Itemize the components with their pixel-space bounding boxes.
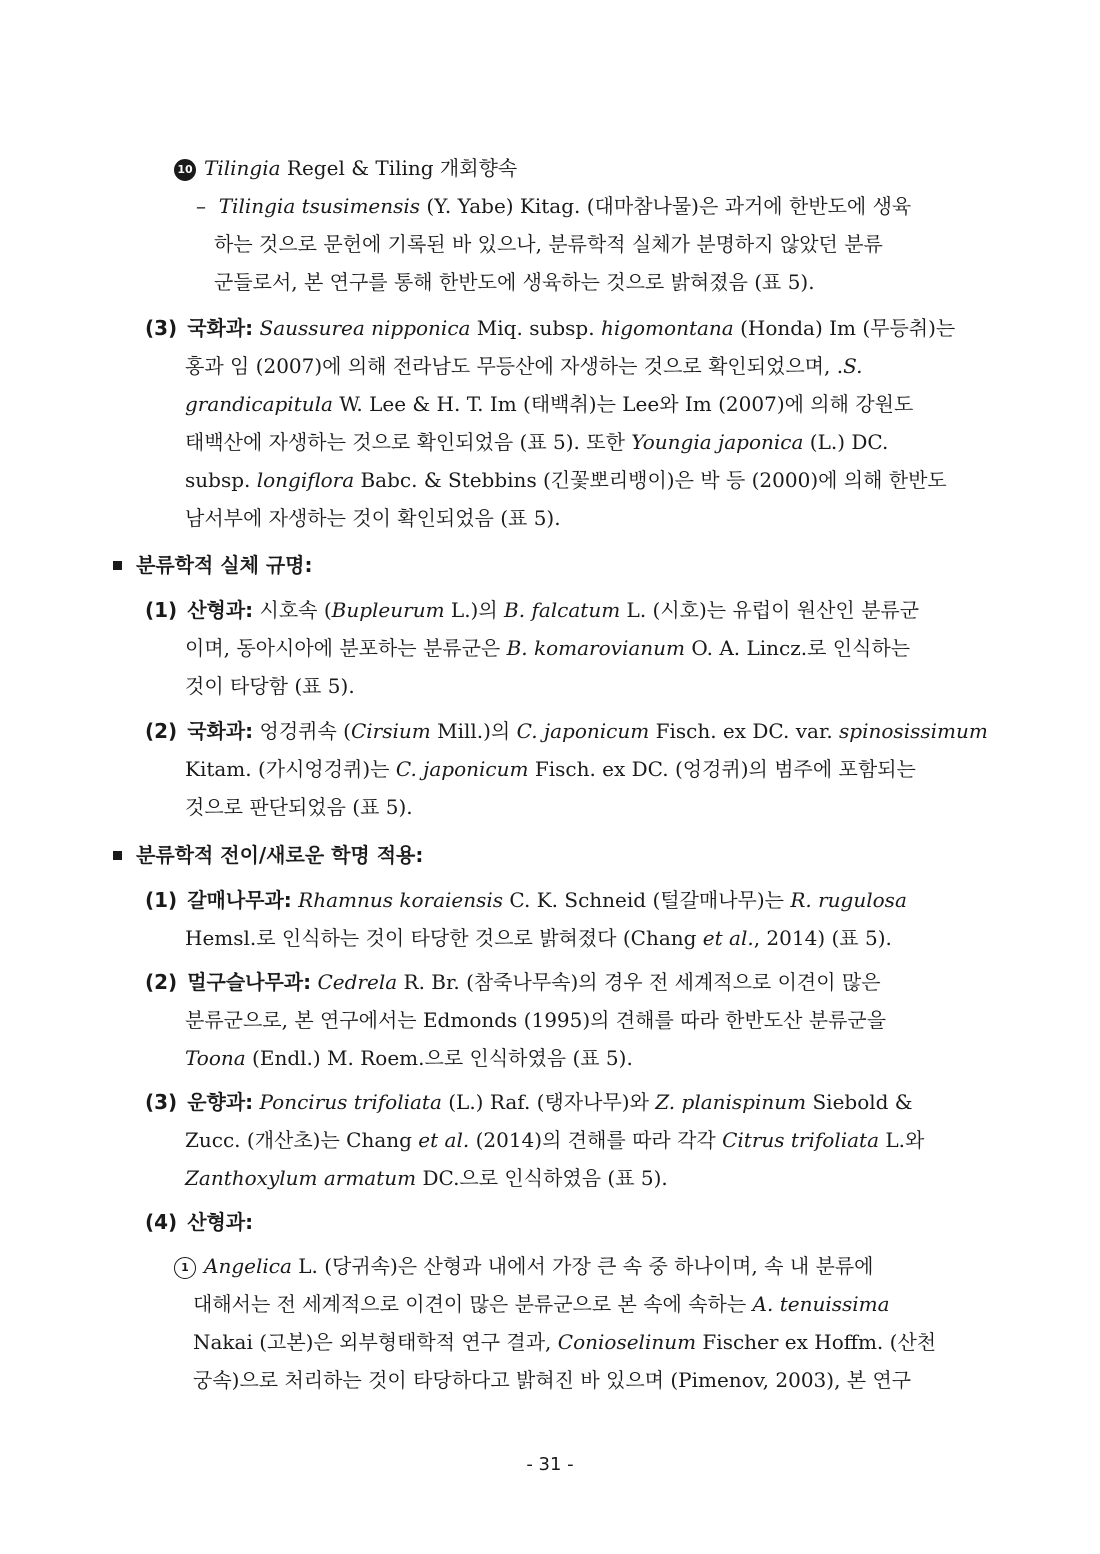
- asteraceae-identity-line-2: Kitam. (가시엉겅퀴)는 C. japonicum Fisch. ex DC. (엉겅퀴)의 범주에 포함되는: [185, 757, 916, 781]
- apiaceae-identity-line-1: (1) 산형과: 시호속 (Bupleurum L.)의 B. falcatum L. (시호)는 유럽이 원산인 분류군: [145, 598, 920, 622]
- dash-marker: –: [196, 194, 206, 218]
- asteraceae-records-line-3: grandicapitula W. Lee & H. T. Im (태백취)는 Lee와 Im (2007)에 의해 강원도: [185, 392, 914, 416]
- asteraceae-identity-line-1: (2) 국화과: 엉겅퀴속 (Cirsium Mill.)의 C. japonicum Fisch. ex DC. var. spinosissimum: [145, 719, 988, 743]
- rhamnaceae-transfer-line-2: Hemsl.로 인식하는 것이 타당한 것으로 밝혀졌다 (Chang et al., 2014) (표 5).: [185, 926, 892, 950]
- section-heading-taxonomic-transfer: 분류학적 전이/새로운 학명 적용:: [113, 840, 423, 870]
- meliaceae-transfer-line-3: Toona (Endl.) M. Roem.으로 인식하였음 (표 5).: [185, 1046, 633, 1070]
- rutaceae-transfer-line-2: Zucc. (개산초)는 Chang et al. (2014)의 견해를 따라 각각 Citrus trifoliata L.와: [185, 1128, 925, 1152]
- square-bullet-icon: [113, 851, 122, 860]
- rutaceae-transfer-line-3: Zanthoxylum armatum DC.으로 인식하였음 (표 5).: [185, 1166, 668, 1190]
- circled-number-1: 1: [174, 1257, 196, 1279]
- angelica-line-1: 1 Angelica L. (당귀속)은 산형과 내에서 가장 큰 속 중 하나이며, 속 내 분류에: [174, 1251, 873, 1281]
- tilingia-title: 10 Tilingia Regel & Tiling 개회향속: [174, 153, 517, 183]
- page-number: - 31 -: [526, 1454, 574, 1475]
- meliaceae-transfer-line-2: 분류군으로, 본 연구에서는 Edmonds (1995)의 견해를 따라 한반도산 분류군을: [185, 1008, 887, 1032]
- asteraceae-records-line-6: 남서부에 자생하는 것이 확인되었음 (표 5).: [185, 506, 561, 530]
- apiaceae-identity-line-2: 이며, 동아시아에 분포하는 분류군은 B. komarovianum O. A. Lincz.로 인식하는: [185, 636, 911, 660]
- section-heading-taxonomic-identity: 분류학적 실체 규명:: [113, 550, 312, 580]
- apiaceae-identity-line-3: 것이 타당함 (표 5).: [185, 674, 355, 698]
- apiaceae-transfer-heading: (4) 산형과:: [145, 1210, 254, 1234]
- rhamnaceae-transfer-line-1: (1) 갈매나무과: Rhamnus koraiensis C. K. Schneid (털갈매나무)는 R. rugulosa: [145, 888, 907, 912]
- circled-number-10: 10: [174, 159, 196, 181]
- asteraceae-records-line-2: 홍과 임 (2007)에 의해 전라남도 무등산에 자생하는 것으로 확인되었으며, .S.: [185, 354, 863, 378]
- tilingia-line-2: 하는 것으로 문헌에 기록된 바 있으나, 분류학적 실체가 분명하지 않았던 분류: [214, 232, 883, 256]
- square-bullet-icon: [113, 561, 122, 570]
- asteraceae-records-line-4: 태백산에 자생하는 것으로 확인되었음 (표 5). 또한 Youngia japonica (L.) DC.: [185, 430, 889, 454]
- rutaceae-transfer-line-1: (3) 운향과: Poncirus trifoliata (L.) Raf. (탱자나무)와 Z. planispinum Siebold &: [145, 1090, 913, 1114]
- angelica-line-3: Nakai (고본)은 외부형태학적 연구 결과, Conioselinum Fischer ex Hoffm. (산천: [193, 1330, 937, 1354]
- tilingia-line-3: 군들로서, 본 연구를 통해 한반도에 생육하는 것으로 밝혀졌음 (표 5).: [214, 270, 815, 294]
- meliaceae-transfer-line-1: (2) 멀구슬나무과: Cedrela R. Br. (참죽나무속)의 경우 전 세계적으로 이견이 많은: [145, 970, 881, 994]
- asteraceae-records-line-1: (3) 국화과: Saussurea nipponica Miq. subsp. higomontana (Honda) Im (무등취)는: [145, 316, 956, 340]
- tilingia-line-1: – Tilingia tsusimensis (Y. Yabe) Kitag. (대마참나물)은 과거에 한반도에 생육: [196, 194, 912, 218]
- angelica-line-2: 대해서는 전 세계적으로 이견이 많은 분류군으로 본 속에 속하는 A. tenuissima: [193, 1292, 890, 1316]
- asteraceae-identity-line-3: 것으로 판단되었음 (표 5).: [185, 795, 413, 819]
- angelica-line-4: 궁속)으로 처리하는 것이 타당하다고 밝혀진 바 있으며 (Pimenov, 2003), 본 연구: [193, 1368, 912, 1392]
- asteraceae-records-line-5: subsp. longiflora Babc. & Stebbins (긴꽃뽀리뱅이)은 박 등 (2000)에 의해 한반도: [185, 468, 947, 492]
